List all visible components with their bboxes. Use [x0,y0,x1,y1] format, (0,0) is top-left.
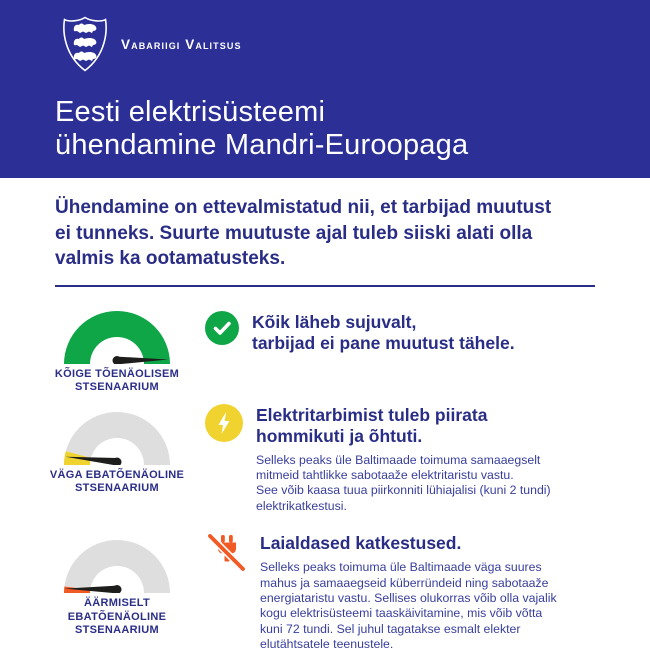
scenario-description [205,404,595,515]
brand-name: Vabariigi Valitsus [121,36,242,52]
scenario-texts [256,404,551,515]
gauge-very-unlikely-icon [64,412,170,465]
scenario-heading: Kõik läheb sujuvalt, tarbijad ei pane muutust tähele. [252,311,515,353]
scenario-very-unlikely [49,404,595,515]
scenario-extremely-unlikely [55,532,595,650]
gauge-block [50,412,184,496]
gauge-label: KÕIGE TÕENÄOLISEM STSENAARIUM [54,367,180,393]
scenario-body: Selleks peaks üle Baltimaade toimuma samaaegselt mitmeid tahtlikke sabotaaže elektritaristu vastu. See võib kaasa tuua piirkonniti lühiajalisi (kuni 2 tundi) elektrikatkestusi. [256,452,551,513]
gauge-column [55,532,205,638]
check-circle-icon [205,311,239,345]
gauge-column [55,311,205,395]
scenario-description [205,311,595,354]
scenario-description [205,532,595,650]
page-title [55,96,650,162]
estonia-coat-of-arms-logo [62,16,108,72]
gauge-block [64,540,170,638]
gauge-label: VÄGA EBATÕENÄOLINE STSENAARIUM [49,468,185,494]
content [0,195,650,650]
scenario-most-likely [55,311,595,395]
title-line-2: ühendamine Mandri-Euroopaga [55,129,469,161]
header [0,0,650,178]
intro-line: valmis ka ootamatusteks. [55,248,286,269]
icon-wrap [205,404,243,515]
gauge-extremely-unlikely-icon [64,540,170,593]
icon-wrap [205,532,247,650]
divider-line [55,285,595,287]
scenario-heading: Elektritarbimist tuleb piirata hommikuti ja õhtuti. [256,404,488,446]
government-brand [55,16,650,72]
scenario-texts [252,311,515,354]
gauge-column [49,404,205,496]
gauge-block [55,311,179,395]
scenario-heading: Laialdased katkestused. [260,533,462,554]
intro-line: Ühendamine on ettevalmistatud nii, et tarbijad muutust [55,197,552,218]
intro-text [55,195,595,272]
intro-line: ei tunneks. Suurte muutuste ajal tuleb siiski alati olla [55,222,533,244]
plug-off-icon [205,532,247,574]
title-line-1: Eesti elektrisüsteemi [55,96,326,128]
three-lions [74,24,97,62]
gauge-most-likely-icon [64,311,170,364]
scenario-body: Selleks peaks toimuma üle Baltimaade väga suures mahus ja samaaegseid küberründeid ning sabotaaže energiataristu vastu. Sellises olukorras võib olla vajalik kogu elektrisüsteemi taaskäivitamine, mis võib võtta kuni 72 tundi. Sel juhul tagatakse esmalt elekter elutähtsatele teenustele. [260,560,557,650]
gauge-label: ÄÄRMISELT EBATÕENÄOLINE STSENAARIUM [67,597,167,637]
scenario-texts [260,532,557,650]
lightning-circle-icon [205,404,243,442]
icon-wrap [205,311,239,354]
